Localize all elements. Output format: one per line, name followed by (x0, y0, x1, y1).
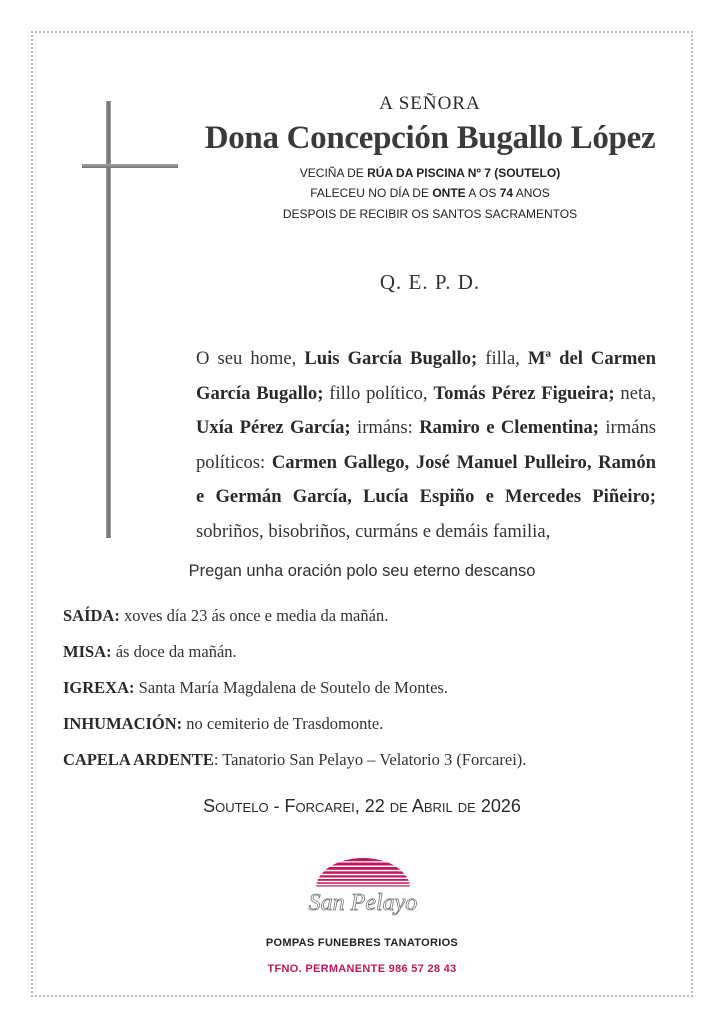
family-paragraph: O seu home, Luis García Bugallo; filla, Mª del Carmen García Bugallo; fillo político, Tomás Pérez Figueira; neta, Uxía Pérez García; irmáns: Ramiro e Clementina; irmáns políticos: Carmen Gallego, José Manuel Pulleiro, Ramón e Germán García, Lucía Espiño e Mercedes Piñeiro; sobriños, bisobriños, curmáns e demáis familia, (196, 348, 657, 542)
company-name: POMPAS FUNEBRES TANATORIOS (265, 937, 459, 949)
phone-number: TFNO. PERMANENTE 986 57 28 43 (267, 963, 457, 975)
detail-row-chapel: CAPELA ARDENTE: Tanatorio San Pelayo – Velatorio 3 (Forcarei). (63, 750, 527, 769)
residence-line: VECIÑA DE RÚA DA PISCINA Nº 7 (SOUTELO) (299, 166, 561, 180)
funeral-details (63, 606, 663, 786)
death-line: FALECEU NO DÍA DE ONTE A OS 74 ANOS (310, 186, 550, 200)
prayer-line: Pregan unha oración polo seu eterno descanso (188, 562, 536, 580)
cross-arm (82, 164, 178, 168)
logo-text: San Pelayo (308, 890, 418, 916)
salutation: A SEÑORA (379, 93, 481, 114)
san-pelayo-logo (288, 852, 438, 924)
qepd: Q. E. P. D. (379, 270, 481, 294)
deceased-name: Dona Concepción Bugallo López (204, 120, 656, 156)
place-date: Soutelo - Forcarei, 22 de Abril de 2026 (203, 796, 521, 816)
detail-row-departure: SAÍDA: xoves día 23 ás once e media da mañán. (63, 606, 389, 625)
detail-row-church: IGREXA: Santa María Magdalena de Soutelo de Montes. (63, 678, 448, 697)
sacraments-line: DESPOIS DE RECIBIR OS SANTOS SACRAMENTOS (282, 207, 578, 221)
detail-row-mass: MISA: ás doce da mañán. (63, 642, 237, 661)
detail-row-burial: INHUMACIÓN: no cemiterio de Trasdomonte. (63, 714, 384, 733)
